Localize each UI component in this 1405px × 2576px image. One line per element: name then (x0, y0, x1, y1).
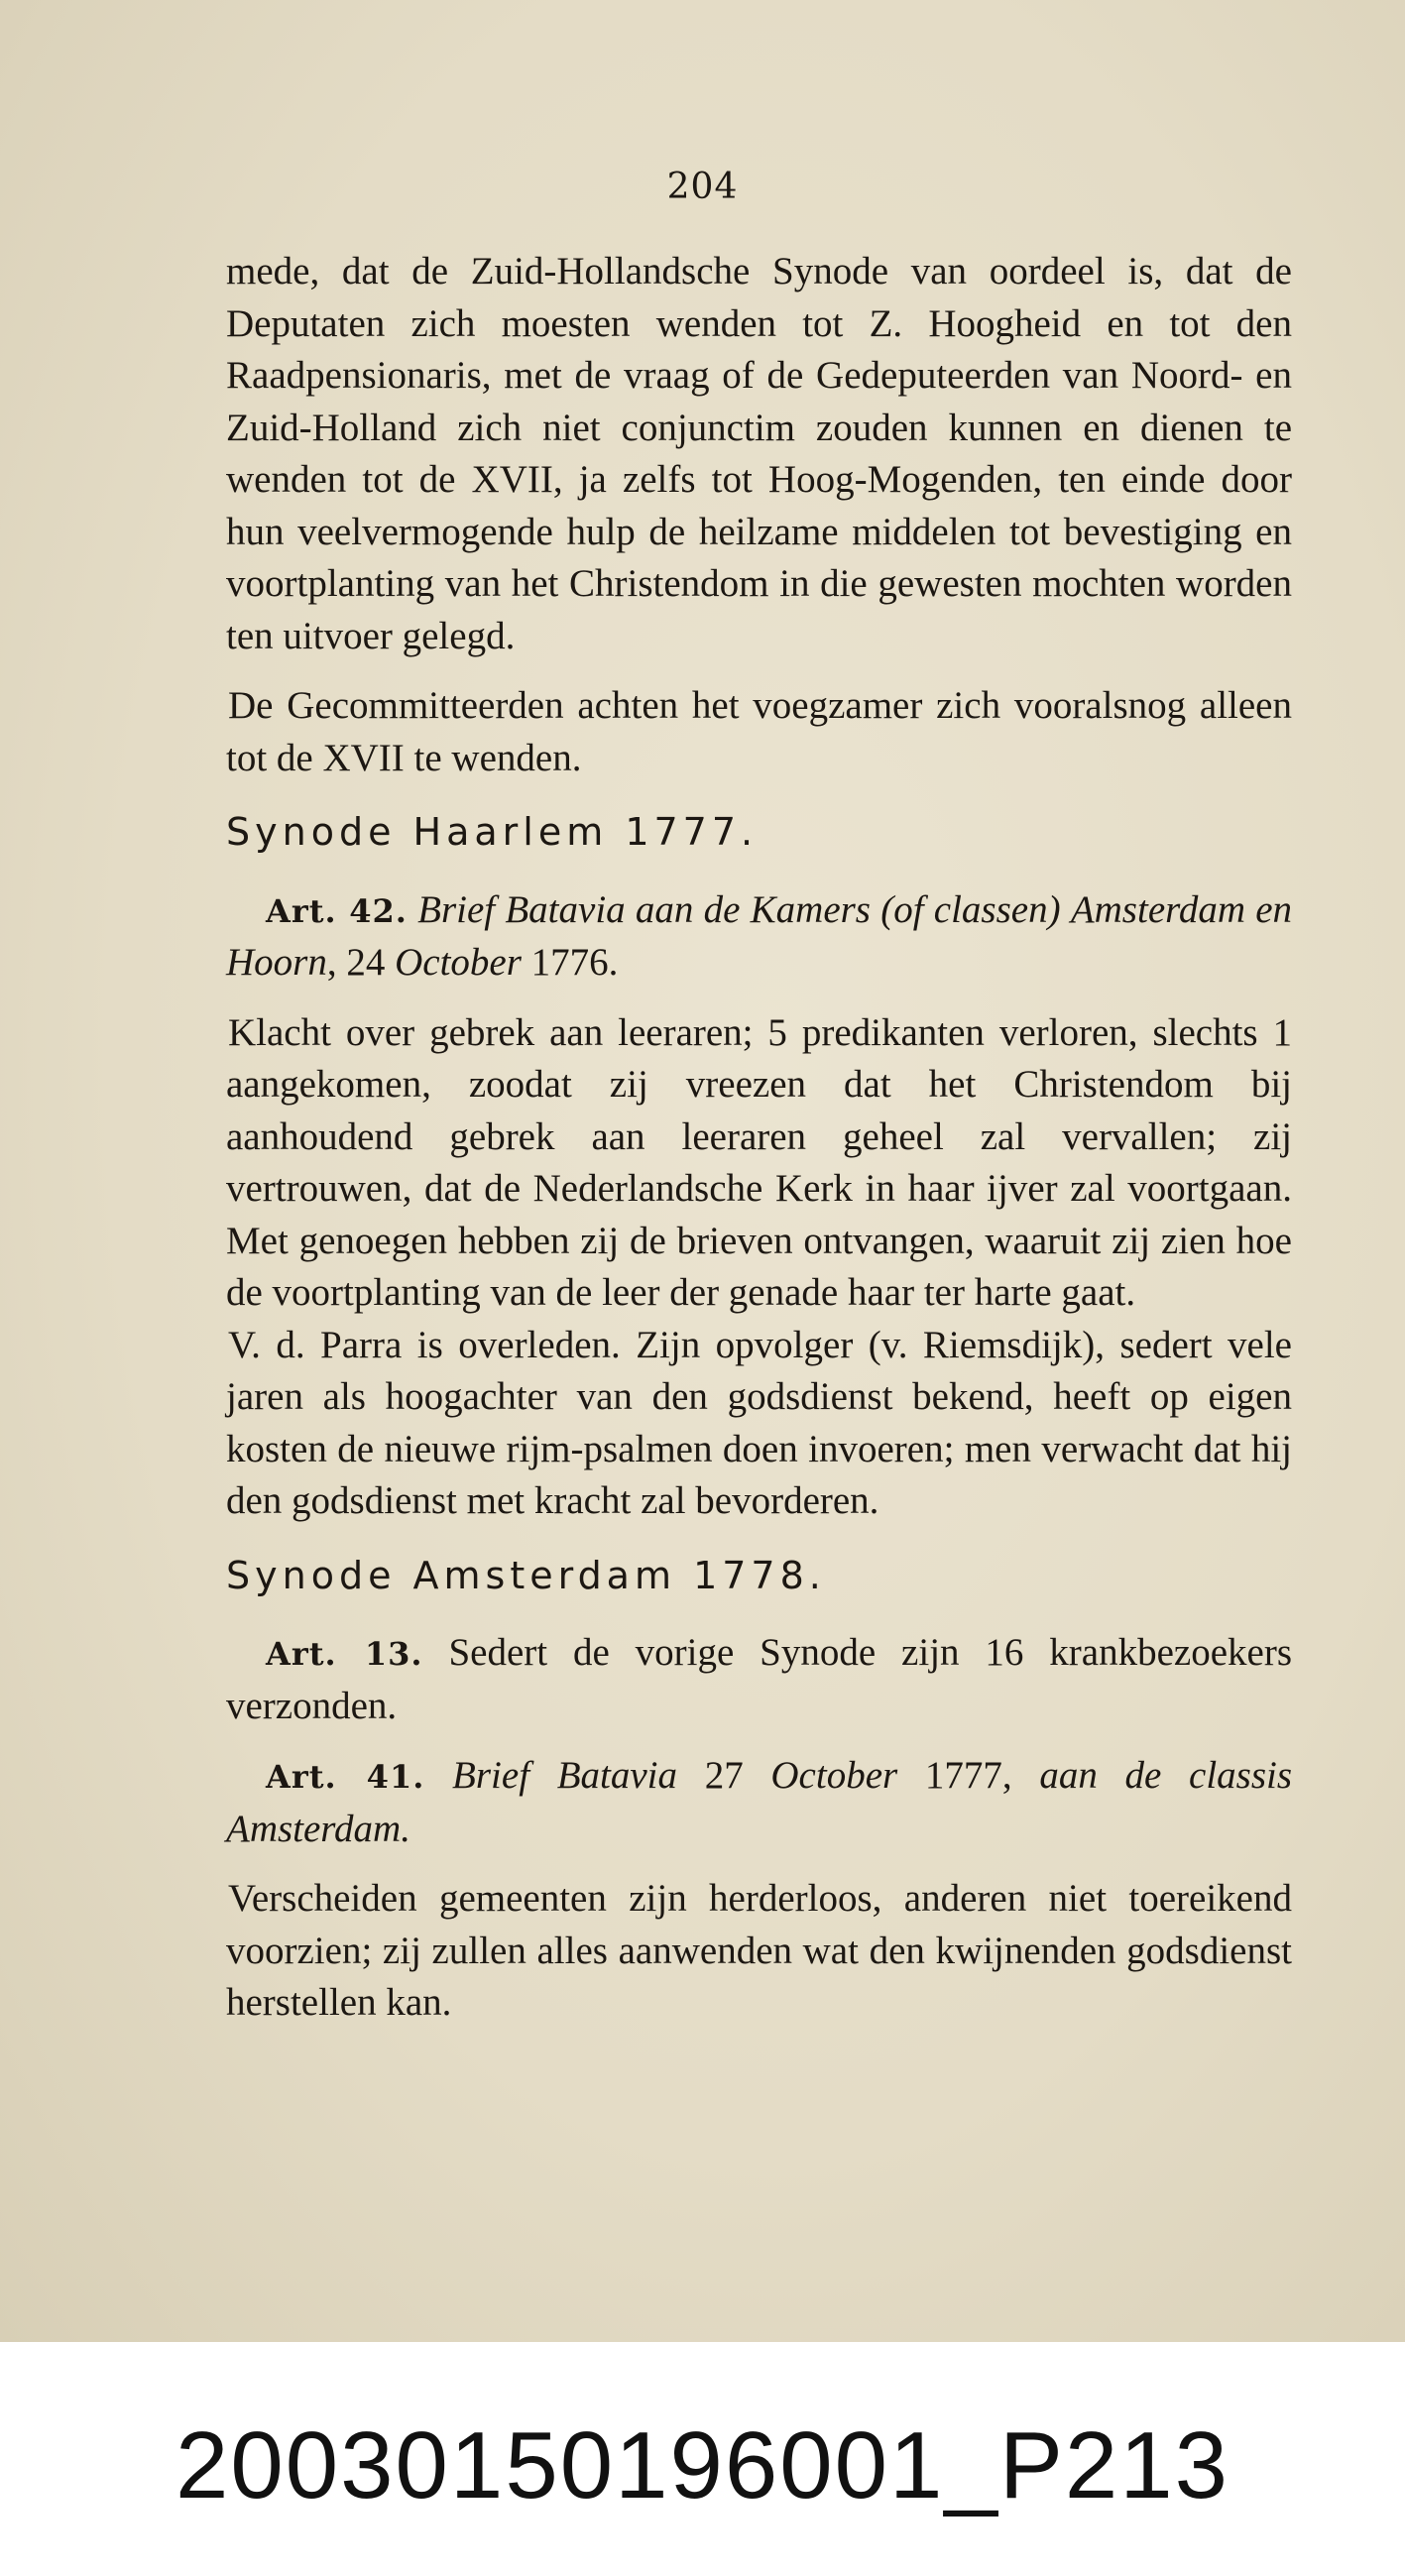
footer-strip (0, 2342, 1405, 2576)
article-label: Art. 13. (266, 1635, 423, 1673)
article-title: Amsterdam en Hoorn (226, 887, 1293, 984)
article-title: 1777, (924, 1754, 1012, 1797)
article-entry (226, 1627, 1292, 1732)
article-label: Art. 42. (266, 891, 408, 930)
article-title: October (770, 1754, 898, 1797)
paragraph: De Gecommitteerden achten het voegzamer zich vooralsnog alleen tot de XVII te wenden. (226, 684, 1292, 779)
paragraph: V. d. Parra is overleden. Zijn opvolger (v. Riemsdijk), sedert vele jaren als hoogachter van den godsdienst bekend, heeft op eigen kosten de nieuwe rijm-psalmen doen invoeren; men verwacht dat hij den godsdienst met kracht zal bevorderen. (226, 1323, 1292, 1522)
article-title: October (395, 941, 522, 984)
page-body (226, 246, 1292, 2030)
article-title: aan de classis Amsterdam. (226, 1754, 1293, 1850)
article-title: , 24 (326, 941, 386, 984)
article-entry (226, 1750, 1292, 1855)
section-heading: Synode Amsterdam 1778. (226, 1553, 826, 1597)
article-title: 1776. (530, 941, 619, 984)
article-title: Brief Batavia aan de Kamers (417, 887, 871, 931)
article-title: (of classen) (880, 887, 1061, 931)
paragraph: Klacht over gebrek aan leeraren; 5 predikanten verloren, slechts 1 aangekomen, zoodat zij vreezen dat het Christendom bij aanhoudend gebrek aan leeraren geheel zal vervallen; zij vertrouwen, dat de Nederlandsche Kerk in haar ijver zal voortgaan. Met genoegen hebben zij de brieven ontvangen, waaruit zij zien hoe de voortplanting van de leer der genade haar ter harte gaat. (226, 1010, 1292, 1314)
article-title: Brief Batavia (452, 1754, 678, 1797)
section-heading: Synode Haarlem 1777. (226, 810, 759, 854)
article-title: 27 (704, 1754, 744, 1797)
paragraph: Verscheiden gemeenten zijn herderloos, anderen niet toereikend voorzien; zij zullen alles aanwenden wat den kwijnenden godsdienst herstellen kan. (226, 1877, 1292, 2024)
article-text: Sedert de vorige Synode zijn 16 krankbezoekers verzonden. (226, 1631, 1293, 1727)
page-number: 204 (666, 167, 739, 207)
paragraph: mede, dat de Zuid-Hollandsche Synode van oordeel is, dat de Deputaten zich moesten wenden tot Z. Hoogheid en tot den Raadpensionaris, met de vraag of de Gedeputeerden van Noord- en Zuid-Holland zich niet conjunctim zouden kunnen en dienen te wenden tot de XVII, ja zelfs tot Hoog-Mogenden, ten einde door hun veelvermogende hulp de heilzame middelen tot bevestiging en voortplanting van het Christendom in die gewesten mochten worden ten uitvoer gelegd. (226, 250, 1292, 657)
article-label: Art. 41. (266, 1758, 425, 1796)
scan-identifier: 20030150196001_P213 (175, 2412, 1230, 2518)
article-entry (226, 884, 1292, 990)
